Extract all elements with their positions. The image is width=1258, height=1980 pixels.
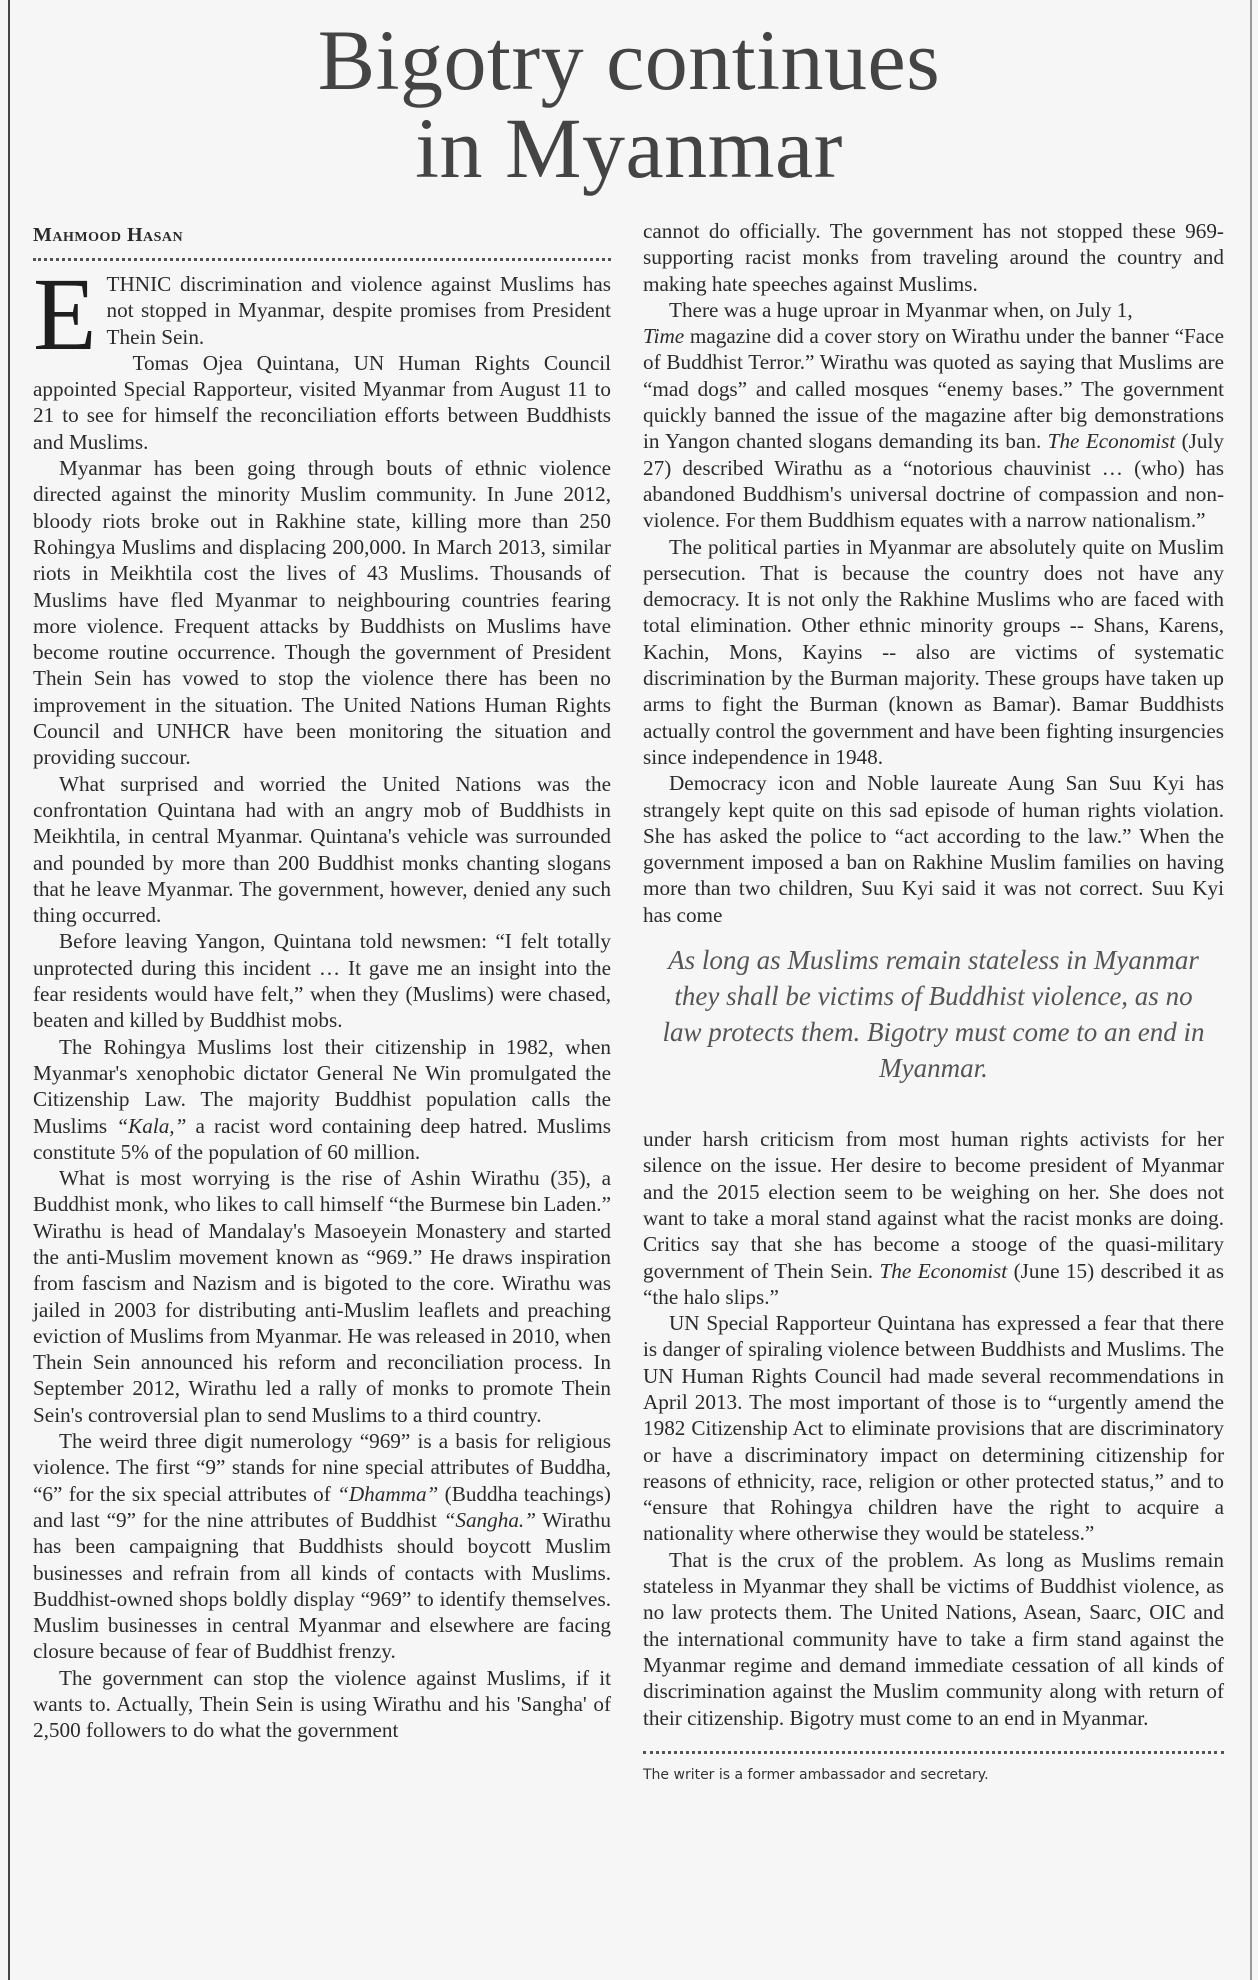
footer-divider <box>643 1751 1224 1754</box>
text-run: The weird three digit numerology “969” is a basis for religious violence. The first “9” stands for nine special attributes of Buddha, “6” for the six special attributes of <box>33 1429 611 1506</box>
italic-term: “Sangha.” <box>443 1507 537 1532</box>
text-run: a racist word containing deep hatred. Muslims constitute 5% of the population of 60 million. <box>33 1113 611 1164</box>
paragraph-wirathu: What is most worrying is the rise of Ashin Wirathu (35), a Buddhist monk, who likes to call himself “the Burmese bin Laden.” Wirathu is head of Mandalay's Masoeyein Monastery and started the anti-Muslim movement known as “969.” He draws inspiration from fascism and Nazism and is bigoted to the core. Wirathu was jailed in 2003 for distributing anti-Muslim leaflets and preaching eviction of Muslims from Myanmar. He was released in 2010, when Thein Sein announced his reform and reconciliation process. In September 2012, Wirathu led a rally of monks to promote Thein Sein's controversial plan to send Muslims to a third country. <box>33 1166 611 1427</box>
paragraph-political: The political parties in Myanmar are absolutely quite on Muslim persecution. That is because the country does not have any democracy. It is not only the Rakhine Muslims who are faced with total elimination. Other ethnic minority groups -- Shans, Karens, Kachin, Mons, Kayins -- also are victims of systematic discrimination by the Burman majority. These groups have taken up arms to fight the Burman (known as Bamar). Bamar Buddhists actually control the government and have been fighting insurgencies since independence in 1948. <box>643 534 1224 769</box>
paragraph-suukyi-continued <box>643 1126 1224 1310</box>
paragraph-969 <box>33 1428 611 1665</box>
author-footnote: The writer is a former ambassador and secretary. <box>643 1766 989 1783</box>
paragraph-time <box>643 297 1224 534</box>
italic-publication: The Economist <box>1047 429 1176 454</box>
text-run: There was a huge uproar in Myanmar when, on July 1, <box>669 297 1133 322</box>
text-run: Wirathu has been campaigning that Buddhists should boycott Muslim businesses and refrain from all kinds of contacts with Muslims. Buddhist-owned shops boldly display “969” to identify themselves. Muslim businesses in central Myanmar and elsewhere are facing closure because of fear of Buddhist frenzy. <box>33 1507 611 1664</box>
text-run: (Buddha teachings) and last “9” for the nine attributes of Buddhist <box>33 1481 611 1532</box>
paragraph-suukyi: Democracy icon and Noble laureate Aung San Suu Kyi has strangely kept quite on this sad episode of human rights violation. She has asked the police to “act according to the law.” When the government imposed a ban on Rakhine Muslim families on having more than two children, Suu Kyi said it was not correct. Suu Kyi has come <box>643 771 1224 927</box>
italic-term: “Dhamma” <box>337 1481 439 1506</box>
paragraph: Tomas Ojea Quintana, UN Human Rights Council appointed Special Rapporteur, visited Myanmar from August 11 to 21 to see for himself the reconciliation efforts between Buddhists and Muslims. <box>33 350 611 454</box>
paragraph-un: UN Special Rapporteur Quintana has expressed a fear that there is danger of spiraling violence between Buddhists and Muslims. The UN Human Rights Council had made several recommendations in April 2013. The most important of those is to “urgently amend the 1982 Citizenship Act to eliminate provisions that are discriminatory or have a discriminatory impact on determining citizenship for reasons of ethnicity, race, religion or other protected status,” and to “ensure that Rohingya children have the right to acquire a nationality where otherwise they would be stateless.” <box>643 1311 1224 1546</box>
paragraph-rohingya <box>33 1034 611 1165</box>
paragraph-crux: That is the crux of the problem. As long as Muslims remain stateless in Myanmar they shall be victims of Buddhist violence, as no law protects them. The United Nations, Asean, Saarc, OIC and the international community have to take a firm stand against the Myanmar regime and demand immediate cessation of all kinds of discrimination against the Muslim community along with return of their citizenship. Bigotry must come to an end in Myanmar. <box>643 1547 1224 1730</box>
paragraph: Before leaving Yangon, Quintana told newsmen: “I felt totally unprotected during this incident … It gave me an insight into the fear residents would have felt,” when they (Muslims) were chased, beaten and killed by Buddhist mobs. <box>33 929 611 1033</box>
text-run: (July 27) described Wirathu as a “notorious chauvinist … (who) has abandoned Buddhism's universal doctrine of compassion and non-violence. For them Buddhism equates with a narrow nationalism.” <box>643 429 1224 533</box>
paragraph: What surprised and worried the United Nations was the confrontation Quintana had with an angry mob of Buddhists in Meikhtila, in central Myanmar. Quintana's vehicle was surrounded and pounded by more than 200 Buddhist monks chanting slogans that he leave Myanmar. The government, however, denied any such thing occurred. <box>33 771 611 928</box>
lead-text: THNIC discrimination and violence against Muslims has not stopped in Myanmar, despite promises from President Thein Sein. <box>106 272 611 349</box>
left-border-rule <box>8 0 10 1980</box>
italic-term: “Kala,” <box>116 1113 187 1138</box>
text-run: magazine did a cover story on Wirathu under the banner “Face of Buddhist Terror.” Wirathu was quoted as saying that Muslims are “mad dogs” and called mosques “enemy bases.” The government quickly banned the issue of the magazine after big demonstrations in Yangon chanted slogans demanding its ban. <box>643 324 1224 454</box>
paragraph-government: The government can stop the violence against Muslims, if it wants to. Actually, Thein Sein is using Wirathu and his 'Sangha' of 2,500 followers to do what the government <box>33 1665 611 1743</box>
headline <box>0 12 1258 196</box>
pull-quote: As long as Muslims remain stateless in Myanmar they shall be victims of Buddhist violence, as no law protects them. Bigotry must come to an end in Myanmar. <box>662 945 1205 1084</box>
headline-line-2: in Myanmar <box>415 100 843 196</box>
text-run: The Rohingya Muslims lost their citizenship in 1982, when Myanmar's xenophobic dictator General Ne Win promulgated the Citizenship Law. The majority Buddhist population calls the Muslims <box>33 1034 611 1138</box>
italic-publication: The Economist <box>879 1258 1008 1283</box>
text-run: (June 15) described it as “the halo slips.” <box>643 1258 1224 1309</box>
lead-paragraph <box>33 257 611 372</box>
byline: Mahmood Hasan <box>33 224 184 246</box>
text-run: under harsh criticism from most human rights activists for her silence on the issue. Her desire to become president of Myanmar and the 2015 election seem to be weighing on her. She does not want to take a moral stand against what the racist monks are doing. Critics say that she has become a stooge of the quasi-military government of Thein Sein. <box>643 1127 1224 1283</box>
paragraph: Myanmar has been going through bouts of ethnic violence directed against the minority Muslim community. In June 2012, bloody riots broke out in Rakhine state, killing more than 250 Rohingya Muslims and displacing 200,000. In March 2013, similar riots in Meikhtila cost the lives of 43 Muslims. Thousands of Muslims have fled Myanmar to neighbouring countries fearing more violence. Frequent attacks by Buddhists on Muslims have become routine occurrence. Though the government of President Thein Sein has vowed to stop the violence there has been no improvement in the situation. The United Nations Human Rights Council and UNHCR have been monitoring the situation and providing succour. <box>33 456 611 770</box>
paragraph-government-continued: cannot do officially. The government has not stopped these 969-supporting racist monks from traveling around the country and making hate speeches against Muslims. <box>643 219 1224 296</box>
right-border-rule <box>1250 0 1252 1980</box>
article-column-right <box>643 218 1224 1788</box>
article-column-left <box>33 218 611 1744</box>
drop-cap: E <box>33 257 97 372</box>
byline-divider <box>33 258 611 261</box>
italic-publication: Time <box>643 324 685 349</box>
headline-line-1: Bigotry continues <box>317 12 941 108</box>
